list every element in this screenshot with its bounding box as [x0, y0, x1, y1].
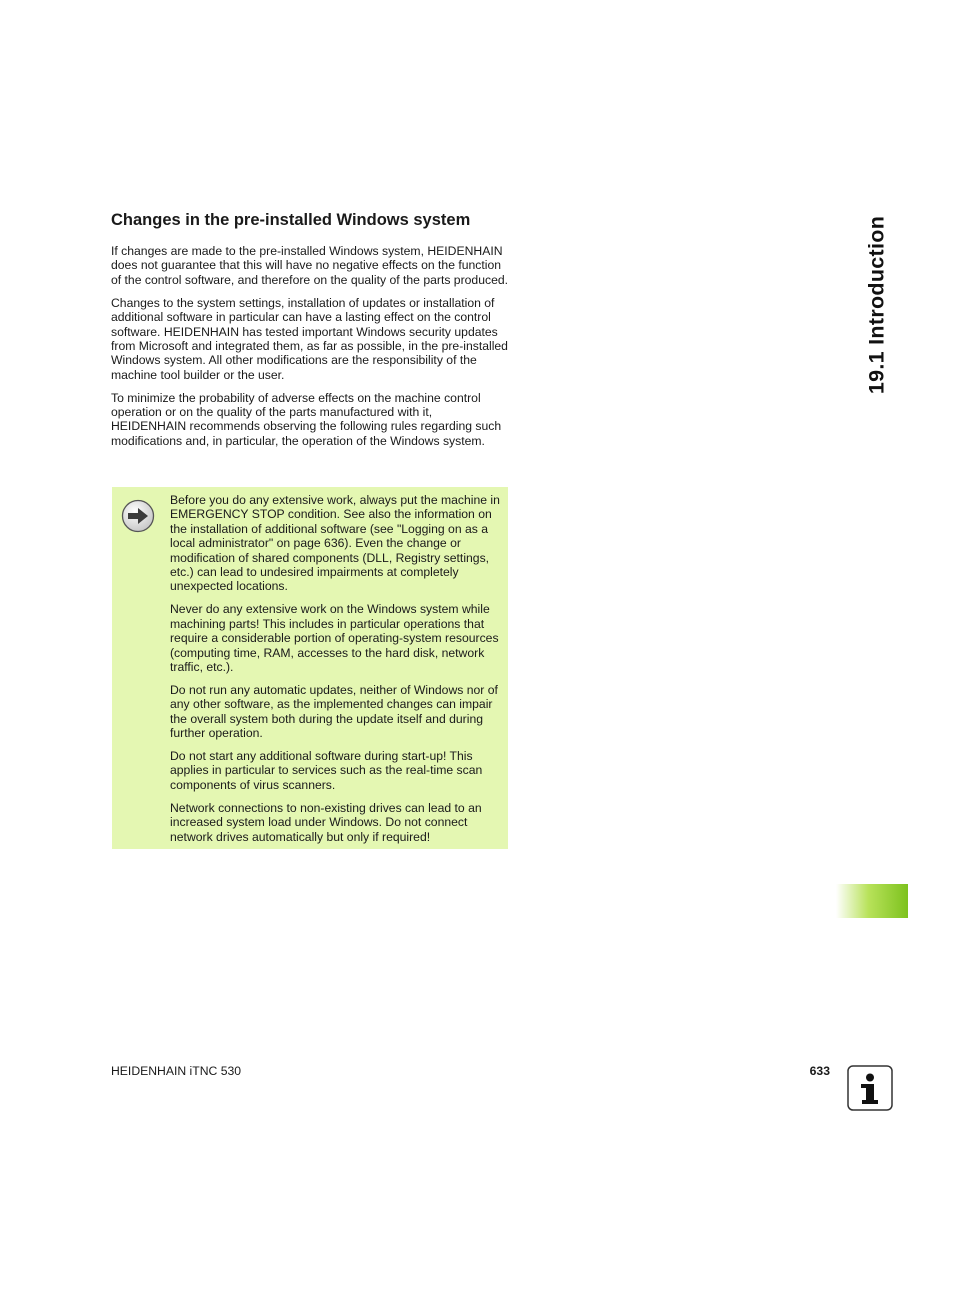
paragraph: To minimize the probability of adverse effects on the machine control operation or on the quality of the parts manufactured with it, HEIDENHAIN recommends observing the following rules regarding such modifications and, in particular, the operation of the Windows system. — [111, 390, 502, 448]
paragraph: If changes are made to the pre-installed Windows system, HEIDENHAIN does not guarantee that this will have no negative effects on the function of the control software, and therefore on the quality of the parts produced. — [111, 244, 509, 287]
chapter-tab — [836, 884, 908, 918]
note-paragraph: Do not start any additional software during start-up! This applies in particular to services such as the real-time scan components of virus scanners. — [170, 749, 483, 792]
section-heading: Changes in the pre-installed Windows system — [111, 211, 471, 229]
footer-product: HEIDENHAIN iTNC 530 — [111, 1064, 242, 1078]
page-number: 633 — [809, 1064, 830, 1078]
body-text — [111, 244, 509, 457]
note-box — [112, 487, 508, 849]
note-paragraph: Do not run any automatic updates, neither of Windows nor of any other software, as the implemented changes can impair the overall system both during the update itself and during further operation. — [170, 682, 498, 741]
paragraph: Changes to the system settings, installation of updates or installation of additional software in particular can have a lasting effect on the control software. HEIDENHAIN has tested important Windows security updates from Microsoft and integrated them, as far as possible, in the pre-installed Windows system. All other modifications are the responsibility of the machine tool builder or the user. — [111, 295, 508, 382]
note-paragraph: Never do any extensive work on the Windows system while machining parts! This includes in particular operations that require a considerable portion of operating-system resources (computing time, RAM, accesses to the hard disk, network traffic, etc.). — [170, 602, 499, 674]
note-text — [170, 493, 502, 852]
note-paragraph: Network connections to non-existing drives can lead to an increased system load under Windows. Do not connect network drives automatically but only if required! — [170, 800, 482, 844]
chapter-title: 19.1 Introduction — [864, 215, 889, 395]
arrow-right-icon — [121, 499, 155, 533]
info-icon — [847, 1065, 893, 1111]
note-paragraph: Before you do any extensive work, always put the machine in EMERGENCY STOP condition. See also the information on the installation of additional software (see "Logging on as a local administrator" on page 636). Even the change or modification of shared components (DLL, Registry settings, etc.) can lead to undesired impairments at completely unexpected locations. — [170, 493, 500, 594]
